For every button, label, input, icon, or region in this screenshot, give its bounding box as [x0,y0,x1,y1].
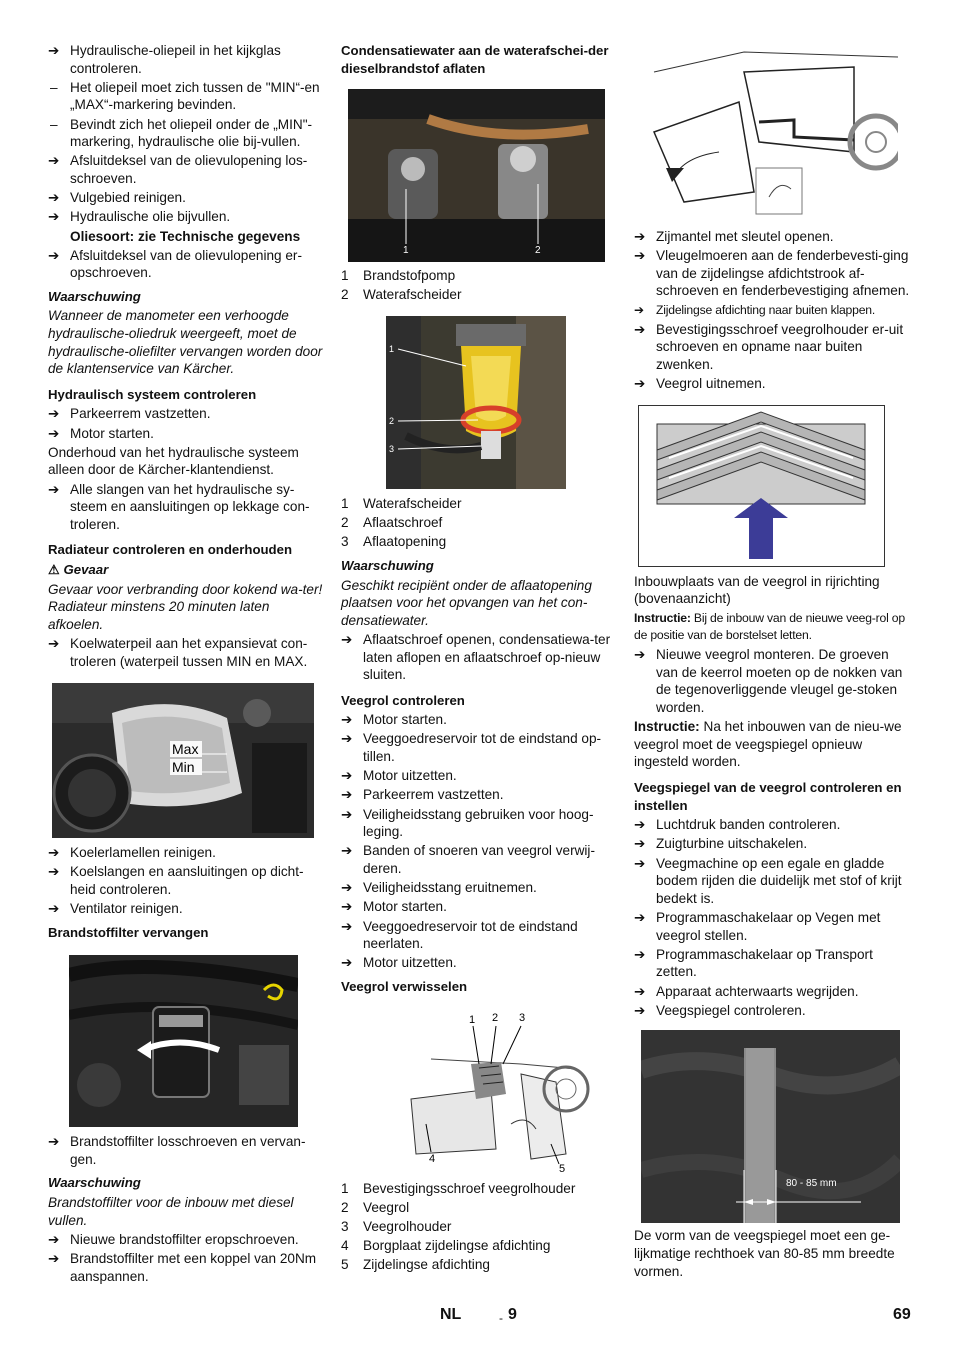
caption-list [341,1180,617,1274]
arrow-right-icon: ➔ [48,247,60,263]
section-heading: Brandstoffilter vervangen [48,924,209,940]
step: ➔ Veeggoedreservoir tot de eindstand op-tillen. [341,731,602,765]
diagram-label-2: 2 [492,1011,499,1024]
step: ➔ Hydraulische olie bijvullen. [48,209,231,225]
arrow-right-icon: ➔ [634,817,646,833]
caption-item [341,514,617,532]
caption-item [341,1237,617,1255]
caption-number: 1 [341,268,349,284]
arrow-right-icon: ➔ [48,845,60,861]
arrow-right-icon: ➔ [634,321,646,337]
arrow-right-icon: ➔ [634,946,646,962]
caption-text: Veegrol [363,1199,410,1215]
width-label: 80 - 85 mm [786,1178,837,1190]
paragraph: Onderhoud van het hydraulische systeem alleen door de Kärcher-klantendienst. [48,444,299,478]
arrow-right-icon: ➔ [341,731,353,747]
arrow-right-icon: ➔ [634,229,646,244]
instruction: Instructie: Na het inbouwen van de nieu-we veegrol moet de veegspiegel opnieuw ingesteld worden. [634,719,902,770]
step: ➔ Banden of snoeren van veegrol verwij-deren. [341,843,595,876]
arrow-right-icon: ➔ [341,787,353,803]
arrow-right-icon: ➔ [48,209,60,225]
step: ➔ Ventilator reinigen. [48,901,183,917]
dash-icon: – [50,79,58,95]
caption-list [341,495,617,551]
arrow-right-icon: ➔ [48,901,60,917]
sweep-pattern-photo [641,1030,900,1223]
step: ➔ Brandstoffilter losschroeven en vervan-gen. [48,1134,306,1167]
caption-item [341,286,617,304]
section-heading: Veegrol verwisselen [341,978,468,994]
step: ➔ Koelwaterpeil aan het expansievat con-troleren (waterpeil tussen MIN en MAX. [48,635,308,669]
arrow-right-icon: ➔ [341,899,353,915]
step: ➔ Veeggoedreservoir tot de eindstand neerlaten. [341,918,578,952]
fuel-filter-photo [69,955,298,1127]
step-list [341,711,617,972]
step: ➔ Motor uitzetten. [341,955,457,971]
caption-item [341,1180,617,1198]
arrow-right-icon: ➔ [341,768,353,784]
arrow-right-icon: ➔ [48,635,60,651]
step: ➔ Veiligheidsstang eruitnemen. [341,880,537,896]
step: ➔ Zuigturbine uitschakelen. [634,836,808,852]
step: ➔ Motor starten. [48,425,154,441]
arrow-right-icon: ➔ [341,918,353,934]
arrow-right-icon: ➔ [48,190,60,206]
arrow-right-icon: ➔ [48,1231,60,1247]
photo-label-2: 2 [535,245,541,257]
broom-installation-diagram [638,405,885,567]
caption-text: Zijdelingse afdichting [363,1257,490,1273]
step: ➔ Vulgebied reinigen. [48,190,186,206]
fuel-pump-photo [348,89,605,262]
arrow-right-icon: ➔ [48,406,60,422]
max-label: Max [172,741,199,758]
caption-text: Bevestigingsschroef veegrolhouder [363,1180,576,1196]
caption-number: 3 [341,534,349,550]
caption-text: Waterafscheider [363,495,462,511]
arrow-right-icon: ➔ [634,376,646,392]
step: ➔ Veegspiegel controleren. [634,1002,806,1018]
warning-heading: Waarschuwing [48,1175,141,1191]
photo-label-1: 1 [389,343,395,354]
radiator-photo [52,683,314,838]
step: ➔ Koelslangen en aansluitingen op dicht-heid controleren. [48,864,304,897]
diagram-label-1: 1 [469,1013,476,1026]
arrow-right-icon: ➔ [634,836,646,852]
step: ➔ Veiligheidsstang gebruiken voor hoog-leging. [341,806,594,840]
step: ➔ Programmaschakelaar op Vegen met veegrol stellen. [634,909,881,943]
section-heading: Radiateur controleren en onderhouden [48,542,292,558]
caption-item [341,267,617,285]
photo-label-3: 3 [389,443,395,454]
warning-heading: Waarschuwing [48,288,141,304]
arrow-right-icon: ➔ [634,647,646,663]
step: ➔ Afsluitdeksel van de olievulopening er-opschroeven. [48,247,302,281]
arrow-right-icon: ➔ [48,864,60,880]
step: ➔ Alle slangen van het hydraulische sy-steem en aansluitingen op lekkage con-troleren. [48,481,310,532]
step: ➔ Afsluitdeksel van de olievulopening los-schroeven. [48,153,308,186]
step: ➔ Motor starten. [341,712,447,728]
caption-number: 2 [341,1199,349,1215]
arrow-right-icon: ➔ [48,153,60,169]
column-middle [341,42,617,1275]
photo-label-2: 2 [389,415,395,426]
arrow-right-icon: ➔ [341,631,353,647]
caption-number: 2 [341,515,349,531]
arrow-right-icon: ➔ [634,855,646,871]
step: ➔ Veegmachine op een egale en gladde bodem rijden die duidelijk met stof of krijt bedekt is. [634,855,902,906]
warning-text: Geschikt recipiënt onder de aflaatopening plaatsen voor het opvangen van het con-densatiewater. [341,577,592,628]
caption-item [341,533,617,551]
arrow-right-icon: ➔ [634,909,646,925]
photo-label-1: 1 [403,245,409,257]
side-panel-diagram [644,42,898,218]
arrow-right-icon: ➔ [341,806,353,822]
caption-number: 4 [341,1238,349,1254]
step: ➔ Nieuwe veegrol monteren. De groeven van de keerrol moeten op de nokken van de tegenoverliggende vleugel ge-stoken worden. [634,647,903,716]
min-label: Min [172,759,195,776]
step: ➔ Hydraulische-oliepeil in het kijkglas controleren. [48,43,281,76]
arrow-right-icon: ➔ [341,955,353,971]
arrow-right-icon: ➔ [48,43,60,58]
diagram-label-3: 3 [519,1011,526,1024]
arrow-right-icon: ➔ [634,983,646,999]
arrow-right-icon: ➔ [48,481,60,497]
danger-heading: ⚠ Gevaar [48,561,109,577]
arrow-right-icon: ➔ [341,712,353,728]
section-heading: Condensatiewater aan de waterafschei-der dieselbrandstof aflaten [341,43,609,76]
step: ➔ Parkeerrem vastzetten. [48,406,211,422]
broom-diagram [371,1004,593,1174]
step: ➔ Luchtdruk banden controleren. [634,817,841,833]
figure-caption: Inbouwplaats van de veegrol in rijrichting (bovenaanzicht) [634,573,880,607]
column-left [48,42,324,1287]
caption-number: 1 [341,495,349,511]
caption-item [341,1199,617,1217]
footer-separator: - [499,1311,503,1325]
section-heading: Hydraulisch systeem controleren [48,386,257,402]
step: ➔ Motor starten. [341,899,447,915]
column-right [634,42,910,1282]
dash-icon: – [50,116,58,132]
diagram-label-4: 4 [429,1152,436,1165]
warning-text: Wanneer de manometer een verhoogde hydraulische-oliedruk weergeeft, moet de hydraulische-oliefilter vervangen worden door de klantenservice van Kärcher. [48,308,323,377]
step: ➔ Veegrol uitnemen. [634,376,766,392]
arrow-right-icon: ➔ [341,843,353,859]
page-number: 69 [893,1306,911,1323]
step-list [634,816,910,1019]
note: – Bevindt zich het oliepeil onder de „MIN"-markering, hydraulische olie bij-vullen. [50,116,313,150]
arrow-right-icon: ➔ [48,1251,60,1267]
arrow-right-icon: ➔ [341,880,353,896]
footer-section-page: 9 [508,1306,517,1323]
step: ➔ Apparaat achterwaarts wegrijden. [634,983,859,999]
caption-number: 5 [341,1257,349,1273]
arrow-right-icon: ➔ [48,425,60,441]
footer-language: NL [440,1306,462,1323]
diagram-label-5: 5 [559,1162,566,1174]
caption-number: 1 [341,1180,349,1196]
step: ➔ Parkeerrem vastzetten. [341,787,504,803]
arrow-right-icon: ➔ [634,302,645,317]
step: ➔ Vleugelmoeren aan de fenderbevesti-ging van de zijdelingse afdichtstrook af-schroeven en fenderbevestiging afnemen. [634,248,910,299]
arrow-right-icon: ➔ [634,248,646,264]
caption-item [341,495,617,513]
section-heading: Veegrol controleren [341,692,465,708]
step: ➔ Bevestigingsschroef veegrolhouder er-uit schroeven en opname naar buiten zwenken. [634,321,904,372]
warning-triangle-icon: ⚠ [48,561,60,577]
caption-text: Borgplaat zijdelingse afdichting [363,1238,551,1254]
caption-text: Brandstofpomp [363,268,456,284]
water-separator-photo [386,316,566,489]
note: – Het oliepeil moet zich tussen de "MIN“-en „MAX“-markering bevinden. [50,79,320,113]
caption-text: Aflaatschroef [363,515,443,531]
danger-text: Gevaar voor verbranding door kokend wa-ter! Radiateur minstens 20 minuten laten afkoelen. [48,581,323,632]
caption-list [341,267,617,304]
caption-text: Aflaatopening [363,534,447,550]
step: ➔ Aflaatschroef openen, condensatiewa-ter laten aflopen en aflaatschroef op-nieuw sluiten. [341,631,611,683]
step: ➔ Zijmantel met sleutel openen. [634,229,834,244]
step: ➔ Brandstoffilter met een koppel van 20Nm aanspannen. [48,1251,317,1284]
step: ➔ Programmaschakelaar op Transport zetten. [634,946,873,980]
arrow-right-icon: ➔ [634,1002,646,1018]
arrow-right-icon: ➔ [48,1134,60,1150]
caption-number: 2 [341,287,349,303]
caption-number: 3 [341,1218,349,1234]
caption-item [341,1256,617,1274]
oil-type: Oliesoort: zie Technische gegevens [70,228,301,244]
caption-item [341,1218,617,1236]
instruction: Instructie: Bij de inbouw van de nieuwe veeg-rol op de positie van de borstelset letten. [634,610,905,643]
paragraph: De vorm van de veegspiegel moet een ge-lijkmatige rechthoek van 80-85 mm breedte vormen. [634,1228,895,1279]
step: ➔ Koelerlamellen reinigen. [48,845,216,861]
section-heading: Veegspiegel van de veegrol controleren en instellen [634,780,902,813]
step: ➔ Nieuwe brandstoffilter eropschroeven. [48,1231,299,1247]
caption-text: Veegrolhouder [363,1218,452,1234]
step: ➔ Zijdelingse afdichting naar buiten klappen. [634,302,910,320]
caption-text: Waterafscheider [363,287,462,303]
warning-text: Brandstoffilter voor de inbouw met diesel vullen. [48,1195,294,1228]
step: ➔ Motor uitzetten. [341,768,457,784]
warning-heading: Waarschuwing [341,557,434,573]
